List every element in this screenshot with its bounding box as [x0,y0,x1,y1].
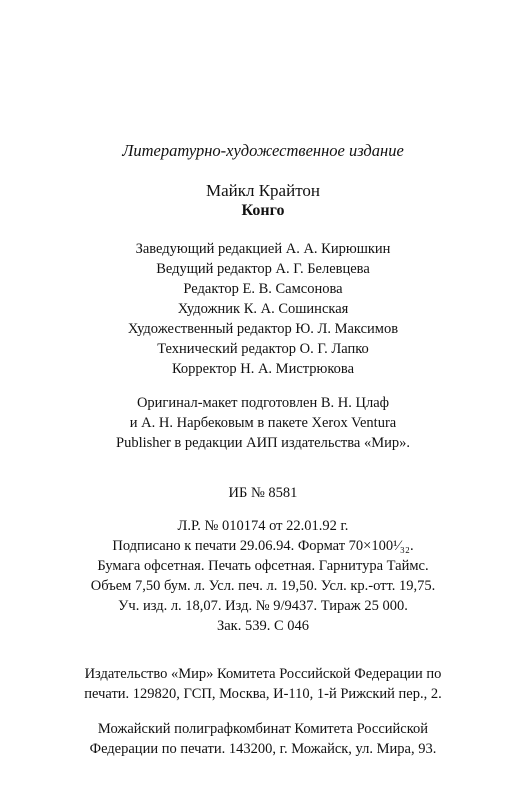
book-title: Конго [241,202,285,219]
printer-line: Федерации по печати. 143200, г. Можайск, ул. Мира, 93. [89,741,437,757]
print-info-line: Бумага офсетная. Печать офсетная. Гарнитура Таймс. [97,558,429,574]
printer-line: Можайский полиграфкомбинат Комитета Российской [97,721,429,737]
credit-line: Художественный редактор Ю. Л. Максимов [127,321,399,337]
ib-number: ИБ № 8581 [228,485,298,501]
credit-line: Корректор Н. А. Мистрюкова [171,361,355,377]
print-info-line: Л.Р. № 010174 от 22.01.92 г. [177,518,349,534]
publisher-line: печати. 129820, ГСП, Москва, И-110, 1-й Рижский пер., 2. [84,686,442,702]
credit-line: Технический редактор О. Г. Лапко [157,341,369,357]
print-info-line: Подписано к печати 29.06.94. Формат 70×100¹⁄₃₂. [112,538,414,554]
credit-line: Заведующий редакцией А. А. Кирюшкин [135,241,391,257]
credit-line: Художник К. А. Сошинская [177,301,349,317]
layout-note-line: Publisher в редакции АИП издательства «Мир». [116,435,410,451]
credit-line: Ведущий редактор А. Г. Белевцева [156,261,370,277]
credit-line: Редактор Е. В. Самсонова [183,281,343,297]
author-name: Майкл Крайтон [205,181,321,200]
print-info-line: Уч. изд. л. 18,07. Изд. № 9/9437. Тираж 25 000. [118,598,408,614]
print-info-line: Объем 7,50 бум. л. Усл. печ. л. 19,50. Усл. кр.-отт. 19,75. [90,578,436,594]
print-info-line: Зак. 539. С 046 [216,618,310,634]
layout-note-line: Оригинал-макет подготовлен В. Н. Цлаф [136,395,390,411]
publisher-line: Издательство «Мир» Комитета Российской Федерации по [84,666,442,682]
edition-type: Литературно-художественное издание [122,141,404,160]
layout-note-line: и А. Н. Нарбековым в пакете Xerox Ventura [129,415,397,431]
